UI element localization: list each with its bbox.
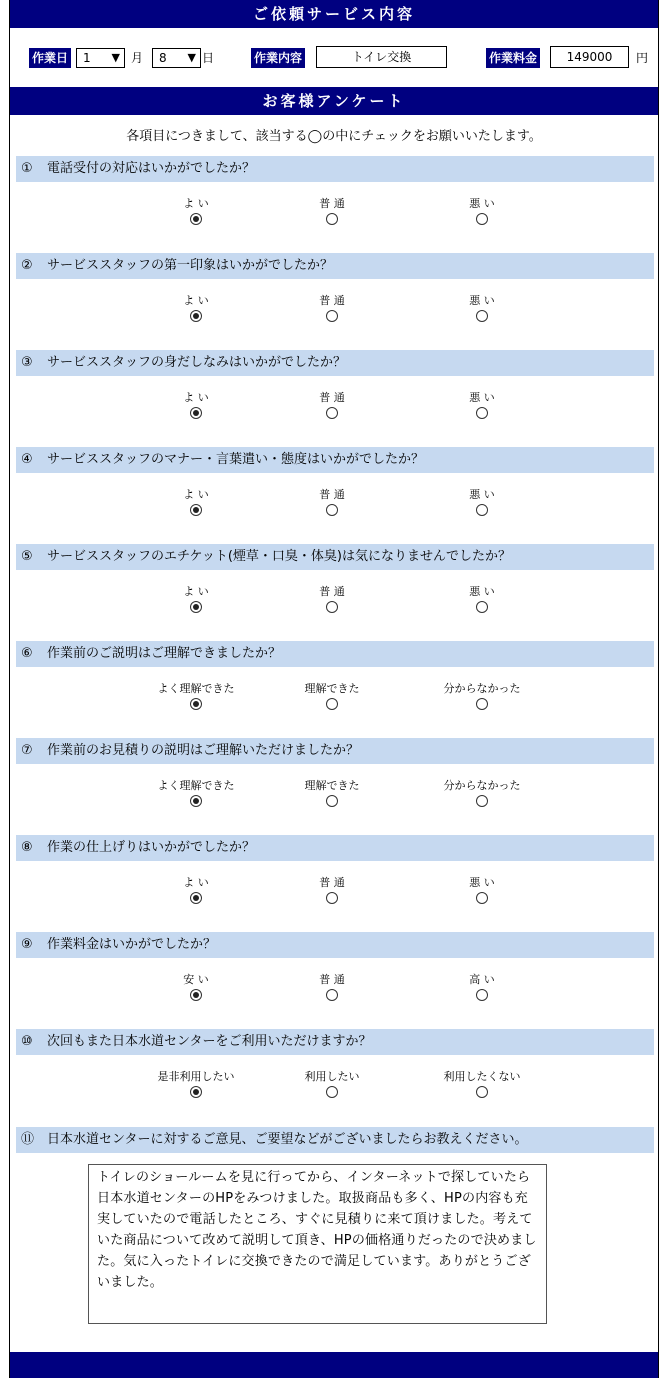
question-number: ⑩ [21,1034,33,1049]
answer-option[interactable] [427,973,537,1001]
answer-option[interactable] [277,682,387,710]
service-header-bar [10,0,658,28]
radio-checked[interactable] [190,504,202,516]
radio-unchecked[interactable] [326,892,338,904]
question-number: ① [21,161,33,176]
question-9 [16,932,654,1018]
question-number: ② [21,258,33,273]
radio-unchecked[interactable] [476,1086,488,1098]
answer-option-label: 普 通 [319,973,345,986]
answer-option-label: 利用したい [304,1070,360,1083]
answer-option[interactable] [427,779,537,807]
question-text: 作業の仕上げりはいかがでしたか？ [47,840,256,855]
answer-option-label: 理解できた [304,779,360,792]
answer-option-label: よ い [183,197,209,210]
radio-unchecked[interactable] [476,213,488,225]
answer-option[interactable] [141,585,251,613]
question-text: 作業前のお見積りの説明はご理解いただけましたか？ [47,743,360,758]
question-text: 作業前のご説明はご理解できましたか？ [47,646,282,661]
footer-bar [10,1352,658,1378]
answer-options [16,570,654,630]
radio-unchecked[interactable] [476,310,488,322]
answer-option[interactable] [277,488,387,516]
answer-option[interactable] [141,488,251,516]
answer-options [16,1055,654,1115]
radio-unchecked[interactable] [476,892,488,904]
answer-option-label: 安 い [183,973,209,986]
question-8-header [16,835,654,861]
question-text: 次回もまた日本水道センターをご利用いただけますか？ [47,1034,372,1049]
question-number: ⑤ [21,549,33,564]
answer-option[interactable] [141,391,251,419]
radio-unchecked[interactable] [326,310,338,322]
survey-intro: 各項目につきまして、該当する◯の中にチェックをお願いいたします。 [126,129,542,144]
month-select[interactable] [76,48,125,68]
question-7 [16,738,654,824]
answer-option-label: 普 通 [319,391,345,404]
question-8 [16,835,654,921]
answer-option-label: 利用したくない [443,1070,521,1083]
radio-checked[interactable] [190,213,202,225]
survey-title: お客様アンケート [262,92,406,110]
radio-unchecked[interactable] [326,795,338,807]
answer-options [16,958,654,1018]
work-date-label: 作業日 [29,48,71,68]
answer-option-label: よ い [183,294,209,307]
answer-option-label: よ い [183,585,209,598]
answer-option-label: よく理解できた [157,779,235,792]
question-6 [16,641,654,727]
answer-options [16,279,654,339]
radio-checked[interactable] [190,698,202,710]
answer-option-label: 分からなかった [443,779,521,792]
fee-unit: 円 [636,51,649,65]
question-2-header [16,253,654,279]
answer-option-label: 悪 い [469,876,495,889]
question-10-header [16,1029,654,1055]
answer-option[interactable] [427,294,537,322]
radio-checked[interactable] [190,1086,202,1098]
question-4 [16,447,654,533]
answer-option[interactable] [141,973,251,1001]
radio-checked[interactable] [190,892,202,904]
answer-option[interactable] [141,1070,251,1098]
answer-option[interactable] [427,682,537,710]
answer-options [16,376,654,436]
question-11-header [16,1127,654,1153]
question-number: ⑥ [21,646,33,661]
answer-option[interactable] [277,779,387,807]
answer-option[interactable] [277,197,387,225]
day-select[interactable] [152,48,201,68]
answer-option[interactable] [141,197,251,225]
answer-option-label: よく理解できた [157,682,235,695]
answer-option-label: 悪 い [469,197,495,210]
day-unit: 日 [202,51,215,65]
answer-option-label: よ い [183,391,209,404]
chevron-down-icon: ▼ [187,51,196,64]
question-text: サービススタッフの第一印象はいかがでしたか？ [47,258,334,273]
question-number: ⑧ [21,840,33,855]
question-10 [16,1029,654,1115]
answer-option[interactable] [427,488,537,516]
work-fee-label: 作業料金 [486,48,540,68]
answer-option[interactable] [277,973,387,1001]
answer-option[interactable] [141,682,251,710]
month-unit: 月 [131,51,144,65]
answer-options [16,182,654,242]
answer-option-label: 普 通 [319,197,345,210]
question-5 [16,544,654,630]
question-1-header [16,156,654,182]
answer-option[interactable] [427,876,537,904]
answer-option-label: 普 通 [319,876,345,889]
answer-option[interactable] [277,876,387,904]
answer-option[interactable] [427,197,537,225]
question-5-header [16,544,654,570]
comment-textarea[interactable]: トイレのショールームを見に行ってから、インターネットで探していたら日本水道センターのHPをみつけました。取扱商品も多く、HPの内容も充実していたので電話したところ、すぐに見積りに来て頂けました。考えていた商品について改めて説明して頂き、HPの価格通りだったので決めました。気に入ったトイレに交換できたので満足しています。ありがとうございました。 [88,1164,547,1324]
answer-option[interactable] [277,391,387,419]
chevron-down-icon: ▼ [111,51,120,64]
radio-unchecked[interactable] [326,1086,338,1098]
question-text: サービススタッフのマナー・言葉遣い・態度はいかがでしたか？ [47,452,425,467]
answer-options [16,667,654,727]
question-number: ⑦ [21,743,33,758]
question-4-header [16,447,654,473]
day-select-value: 8 [159,51,167,65]
radio-unchecked[interactable] [476,795,488,807]
month-select-value: 1 [83,51,91,65]
radio-unchecked[interactable] [326,698,338,710]
answer-option-label: 理解できた [304,682,360,695]
answer-option-label: 悪 い [469,585,495,598]
question-number: ③ [21,355,33,370]
question-number: ④ [21,452,33,467]
answer-option[interactable] [277,585,387,613]
question-9-header [16,932,654,958]
radio-checked[interactable] [190,989,202,1001]
question-text: サービススタッフの身だしなみはいかがでしたか？ [47,355,347,370]
answer-option[interactable] [427,585,537,613]
answer-option[interactable] [141,876,251,904]
work-content-field[interactable]: トイレ交換 [316,46,447,68]
work-content-label: 作業内容 [251,48,305,68]
answer-options [16,861,654,921]
radio-unchecked[interactable] [476,407,488,419]
answer-option-label: 悪 い [469,294,495,307]
question-7-header [16,738,654,764]
question-text: 電話受付の対応はいかがでしたか？ [47,161,256,176]
radio-checked[interactable] [190,310,202,322]
question-2 [16,253,654,339]
answer-option-label: 是非利用したい [157,1070,235,1083]
radio-unchecked[interactable] [326,601,338,613]
radio-unchecked[interactable] [326,504,338,516]
answer-option[interactable] [427,391,537,419]
work-fee-field[interactable]: 149000 [550,46,629,68]
service-survey-page [9,0,659,1378]
answer-option-label: 普 通 [319,294,345,307]
radio-unchecked[interactable] [476,989,488,1001]
answer-options [16,473,654,533]
answer-option-label: 普 通 [319,488,345,501]
radio-unchecked[interactable] [326,213,338,225]
answer-option-label: よ い [183,488,209,501]
question-text: サービススタッフのエチケット(煙草・口臭・体臭)は気になりませんでしたか？ [47,549,511,564]
radio-unchecked[interactable] [326,989,338,1001]
radio-unchecked[interactable] [476,601,488,613]
answer-option[interactable] [141,294,251,322]
answer-option[interactable] [277,1070,387,1098]
survey-header-bar [10,87,658,115]
radio-unchecked[interactable] [476,698,488,710]
answer-option[interactable] [277,294,387,322]
question-11 [16,1127,654,1153]
radio-unchecked[interactable] [476,504,488,516]
question-6-header [16,641,654,667]
answer-option-label: 高 い [469,973,495,986]
radio-checked[interactable] [190,795,202,807]
radio-checked[interactable] [190,601,202,613]
question-text: 作業料金はいかがでしたか？ [47,937,217,952]
answer-option-label: よ い [183,876,209,889]
radio-unchecked[interactable] [326,407,338,419]
answer-options [16,764,654,824]
answer-option-label: 分からなかった [443,682,521,695]
answer-option-label: 悪 い [469,391,495,404]
answer-option-label: 悪 い [469,488,495,501]
question-text: 日本水道センターに対するご意見、ご要望などがございましたらお教えください。 [47,1132,528,1147]
work-info-row [10,46,658,72]
question-3-header [16,350,654,376]
radio-checked[interactable] [190,407,202,419]
question-number: ⑪ [21,1132,35,1147]
answer-option-label: 普 通 [319,585,345,598]
question-1 [16,156,654,242]
question-3 [16,350,654,436]
answer-option[interactable] [141,779,251,807]
answer-option[interactable] [427,1070,537,1098]
question-number: ⑨ [21,937,33,952]
service-header-title: ご依頼サービス内容 [252,5,415,23]
